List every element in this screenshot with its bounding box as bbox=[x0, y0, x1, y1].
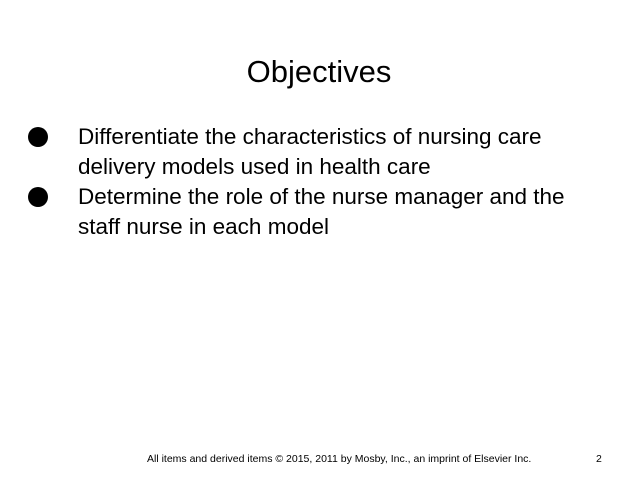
bullet-item bbox=[28, 182, 608, 242]
bullet-list bbox=[28, 122, 608, 242]
bullet-item bbox=[28, 122, 608, 182]
page-number: 2 bbox=[596, 453, 602, 465]
bullet-text: Differentiate the characteristics of nursing care delivery models used in health care bbox=[78, 124, 542, 179]
bullet-text: Determine the role of the nurse manager and the staff nurse in each model bbox=[78, 184, 565, 239]
copyright-notice: All items and derived items © 2015, 2011 by Mosby, Inc., an imprint of Elsevier Inc. bbox=[147, 453, 532, 465]
bullet-dot-icon bbox=[28, 187, 48, 207]
slide-title: Objectives bbox=[246, 54, 392, 89]
bullet-dot-icon bbox=[28, 127, 48, 147]
